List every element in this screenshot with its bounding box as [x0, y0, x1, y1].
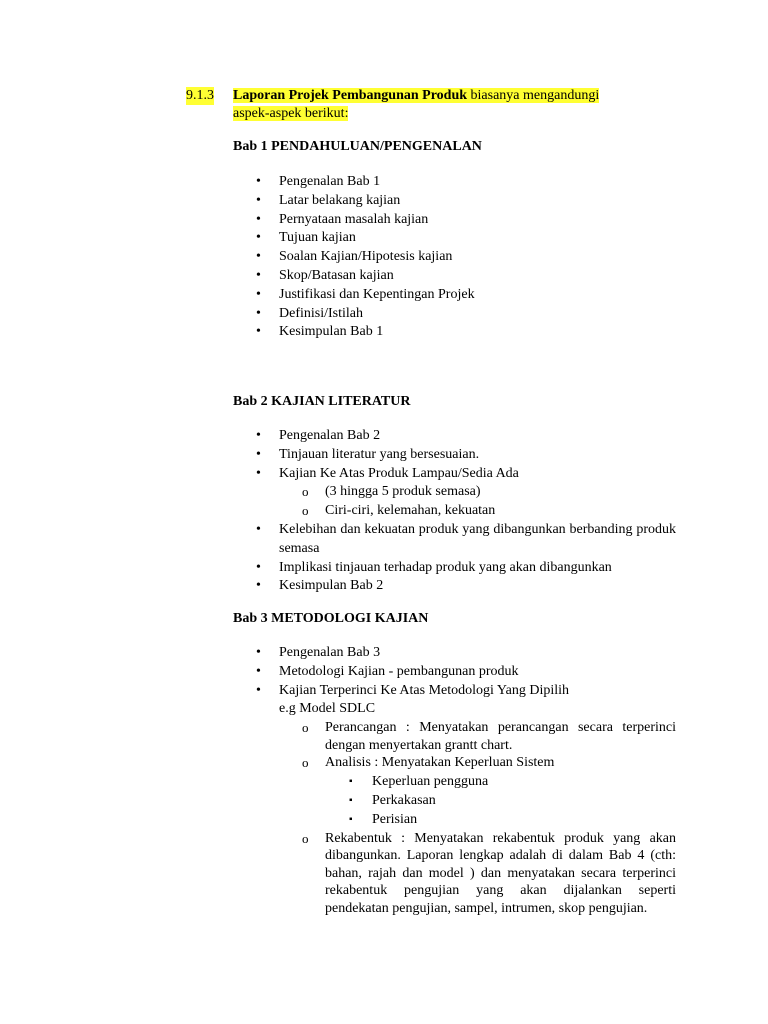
bab2-section: [233, 393, 676, 596]
bullet-icon: •: [256, 521, 261, 537]
heading-rest-line1: biasanya mengandungi: [470, 88, 600, 103]
list-item: • Latar belakang kajian: [233, 192, 676, 211]
list-item: • Tinjauan literatur yang bersesuaian.: [233, 446, 676, 465]
bab1-title: Bab 1 PENDAHULUAN/PENGENALAN: [233, 139, 482, 154]
sub-sub-list-item: ▪ Perkakasan: [233, 792, 676, 811]
list-item: • Kesimpulan Bab 2: [233, 577, 676, 596]
section-heading: [186, 87, 676, 123]
sub-list-item: o (3 hingga 5 produk semasa): [233, 483, 676, 502]
list-item: • Justifikasi dan Kepentingan Projek: [233, 286, 676, 305]
bullet-icon: •: [256, 174, 261, 189]
list-item: • Pengenalan Bab 3: [233, 644, 676, 663]
sub-list-item: o Rekabentuk : Menyatakan rekabentuk produk yang akan dibangunkan. Laporan lengkap adalah di dalam Bab 4 (cth: bahan, rajah dan model ) dan menyatakan secara terperinci rekabentuk pengujian yang akan dijalankan seperti pendekatan pengujian, sampel, intrumen, skop pengujian.: [302, 830, 676, 916]
list-item: • Definisi/Istilah: [233, 305, 676, 324]
list-item: • Kajian Ke Atas Produk Lampau/Sedia Ada: [233, 465, 676, 484]
list-item: • Implikasi tinjauan terhadap produk yang akan dibangunkan: [233, 559, 676, 578]
bab2-list: [233, 427, 676, 596]
sub-sub-list-item: ▪ Keperluan pengguna: [233, 773, 676, 792]
sub-sub-list-item: ▪ Perisian: [233, 811, 676, 830]
square-bullet-icon: ▪: [349, 813, 353, 825]
square-bullet-icon: ▪: [349, 776, 353, 788]
list-item: • Skop/Batasan kajian: [233, 267, 676, 286]
bab3-list: [233, 644, 676, 918]
bullet-icon: •: [256, 286, 261, 302]
bullet-icon: •: [256, 559, 261, 575]
bullet-icon: •: [256, 249, 261, 265]
circle-bullet-icon: o: [302, 484, 309, 500]
bullet-icon: •: [256, 267, 261, 283]
section-heading-text: [233, 87, 676, 123]
bullet-icon: •: [256, 578, 261, 594]
bullet-icon: •: [256, 230, 261, 246]
section-number: 9.1.3: [186, 88, 214, 103]
bullet-icon: •: [256, 682, 261, 698]
circle-bullet-icon: o: [302, 755, 309, 771]
bullet-icon: •: [256, 211, 261, 227]
list-item: • Pengenalan Bab 1: [233, 173, 676, 192]
sub-list-item: o Perancangan : Menyatakan perancangan secara terperinci dengan menyertakan grantt chart.: [302, 720, 676, 753]
heading-bold-title: Laporan Projek Pembangunan Produk: [233, 88, 468, 103]
bullet-icon: •: [256, 428, 261, 443]
bab1-list: [233, 173, 676, 342]
list-item: • Kajian Terperinci Ke Atas Metodologi Yang Dipilih e.g Model SDLC: [256, 682, 570, 717]
circle-bullet-icon: o: [302, 830, 309, 846]
bullet-icon: •: [256, 192, 261, 208]
bullet-icon: •: [256, 465, 261, 481]
heading-rest-line2: aspek-aspek berikut:: [233, 106, 349, 121]
bullet-icon: •: [256, 305, 261, 321]
sub-list-item: o Ciri-ciri, kelemahan, kekuatan: [233, 502, 676, 521]
list-item: • Pernyataan masalah kajian: [233, 211, 676, 230]
bab3-title: Bab 3 METODOLOGI KAJIAN: [233, 611, 429, 626]
bullet-icon: •: [256, 663, 261, 679]
bullet-icon: •: [256, 446, 261, 462]
bab2-title: Bab 2 KAJIAN LITERATUR: [233, 394, 411, 409]
bullet-icon: •: [256, 645, 261, 660]
list-item: • Metodologi Kajian - pembangunan produk: [233, 663, 676, 682]
bullet-icon: •: [256, 324, 261, 340]
bab1-section: [233, 138, 676, 342]
bab3-section: [233, 610, 676, 918]
sub-list-item: o Analisis : Menyatakan Keperluan Sistem: [233, 754, 676, 773]
circle-bullet-icon: o: [302, 503, 309, 519]
list-item: • Kesimpulan Bab 1: [233, 323, 676, 342]
list-item: • Soalan Kajian/Hipotesis kajian: [233, 248, 676, 267]
list-item: • Kelebihan dan kekuatan produk yang dibangunkan berbanding produk semasa: [256, 521, 676, 556]
list-item: • Pengenalan Bab 2: [233, 427, 676, 446]
square-bullet-icon: ▪: [349, 794, 353, 806]
list-item: • Tujuan kajian: [233, 229, 676, 248]
circle-bullet-icon: o: [302, 720, 309, 736]
